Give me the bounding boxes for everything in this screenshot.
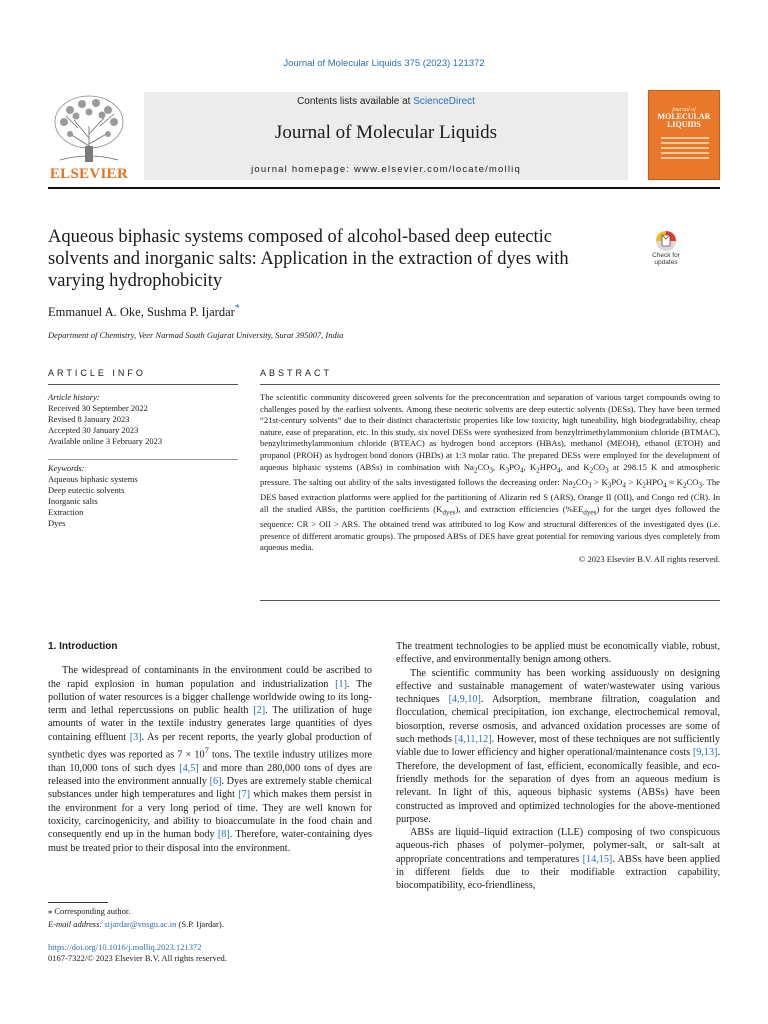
article-history	[48, 392, 238, 447]
abstract-body	[260, 392, 720, 565]
check-for-updates-badge[interactable]	[648, 230, 684, 270]
doi-link[interactable]: https://doi.org/10.1016/j.molliq.2023.121372	[48, 942, 202, 952]
crossmark-icon	[648, 230, 684, 254]
cover-title: MOLECULAR LIQUIDS	[657, 112, 711, 129]
journal-header-box	[144, 92, 628, 180]
intro-paragraph: ABSs are liquid–liquid extraction (LLE) composing of two conspicuous aqueous-rich phases of polymer–polymer, polymer-salt, or salt-salt at appropriate concentrations and temperatures [14,15]. ABSs have been applied in different fields due to their modifiable extraction capability, biocompatibility, eco-friendliness,	[396, 827, 721, 892]
history-online: Available online 3 February 2023	[48, 436, 163, 446]
sciencedirect-link[interactable]: ScienceDirect	[413, 96, 475, 107]
contents-prefix: Contents lists available at	[297, 96, 414, 107]
intro-paragraph: The scientific community has been working assiduously on designing effective and sustainable management of water/wastewater using various techniques [4,9,10]. Adsorption, membrane filtration, coagulation and flocculation, chemical precipitation, ion exchange, electrochemical removal, biosorption, reverse osmosis, and advanced oxidation processes are some of such methods [4,11,12]. However, most of these techniques are not sufficiently viable due to lower efficiency and higher operational/maintenance costs [9,13]. Therefore, the development of fast, efficient, economically feasible, and eco-friendly methods for the separation of dyes from an aqueous medium is relevant. In light of this, aqueous biphasic systems (ABSs) have been constructed as improved and optimized technologies for the above-mentioned purpose.	[396, 667, 721, 825]
history-revised: Revised 8 January 2023	[48, 414, 130, 424]
cover-subtitle: journal of	[672, 107, 696, 113]
keywords-label: Keywords:	[48, 463, 85, 473]
keyword-item: Inorganic salts	[48, 496, 98, 506]
reference-link[interactable]: [3]	[129, 731, 142, 743]
email-link[interactable]: sijardar@vnsgu.ac.in	[104, 919, 177, 929]
author-list	[48, 303, 240, 320]
abstract-copyright: © 2023 Elsevier B.V. All rights reserved.	[578, 553, 720, 564]
abstract-divider	[260, 384, 720, 385]
cover-decoration	[661, 137, 709, 162]
article-info-heading: ARTICLE INFO	[48, 368, 146, 378]
reference-link[interactable]: [14,15]	[582, 853, 613, 865]
intro-heading: 1. Introduction	[48, 641, 118, 652]
keyword-item: Deep eutectic solvents	[48, 485, 125, 495]
reference-link[interactable]: [4,9,10]	[448, 694, 481, 706]
history-received: Received 30 September 2022	[48, 403, 148, 413]
header-divider	[48, 187, 720, 189]
issn-line: 0167-7322/© 2023 Elsevier B.V. All rights reserved.	[48, 953, 227, 963]
email-suffix: (S.P. Ijardar).	[176, 919, 224, 929]
abstract-heading: ABSTRACT	[260, 368, 333, 378]
author-names: Emmanuel A. Oke, Sushma P. Ijardar	[48, 305, 235, 320]
keyword-item: Extraction	[48, 507, 84, 517]
reference-link[interactable]: [4,11,12]	[454, 734, 492, 746]
contents-line	[144, 96, 628, 107]
keyword-item: Dyes	[48, 518, 66, 528]
intro-paragraph: The widespread of contaminants in the environment could be ascribed to the rapid explosion in human population and industrialization [1]. The pollution of water resources is a bigger challenge worldwide owing to its long-term and lethal repercussions on public health [2]. The utilization of huge amounts of water in the textile industry generates large quantities of dyes containing effluent [3]. As per recent reports, the yearly global production of synthetic dyes was reported as $7 \times 10^7$ tons. The textile industry utilizes more than 10,000 tons of such dyes [4,5] and more than 280,000 tons of dyes are released into the environment annually [6]. Dyes are extremely stable chemical substances under high temperatures and light [7] which makes them persist in the environment for a very long period of time. They are well known for toxicity, carcinogenicity, and ability to bioaccumulate in the food chain and consequently end up in the human body [8]. Therefore, water-containing dyes must be treated prior to their disposal into the environment.	[48, 665, 372, 854]
journal-homepage[interactable]: journal homepage: www.elsevier.com/locate/molliq	[251, 164, 521, 175]
reference-link[interactable]: [9,13]	[692, 747, 718, 759]
corresponding-author-mark[interactable]: *	[234, 303, 240, 314]
keywords-divider	[48, 459, 238, 460]
crossmark-label: Check for updates	[652, 252, 680, 266]
keywords-block	[48, 463, 238, 529]
author-affiliation: Department of Chemistry, Veer Narmad South Gujarat University, Surat 395007, India	[48, 330, 344, 340]
journal-cover-thumbnail[interactable]	[648, 90, 720, 180]
footnote-divider	[48, 902, 108, 903]
intro-left-column	[48, 640, 372, 855]
article-info-divider	[48, 384, 238, 385]
journal-title: Journal of Molecular Liquids	[274, 122, 498, 143]
journal-header	[48, 90, 720, 186]
doi-block	[48, 942, 227, 964]
corresponding-author-note: ⁎ Corresponding author.	[48, 906, 131, 916]
reference-link[interactable]: [7]	[238, 789, 251, 801]
reference-link[interactable]: [6]	[209, 776, 222, 788]
history-label: Article history:	[48, 392, 100, 402]
publisher-name: ELSEVIER	[49, 166, 129, 182]
abstract-bottom-divider	[260, 600, 720, 601]
article-title: Aqueous biphasic systems composed of alcohol-based deep eutectic solvents and inorganic salts: Application in the extraction of dyes with varying hydrophobicity	[48, 227, 569, 291]
journal-citation[interactable]: Journal of Molecular Liquids 375 (2023) 121372	[283, 58, 485, 69]
reference-link[interactable]: [4,5]	[179, 762, 199, 774]
abstract-text: The scientific community discovered green solvents for the preconcentration and separation of various target compounds owing to challenges posed by the earliest solvents. Among these neoteric solvents are deep eutectic solvents (DESs). They have been termed “21st-century solvents” due to their distinct characteristic properties like low toxicity, high tuneability, high biodegradability, cheap nature, ease of preparation, etc. In this study, six novel DESs were synthesized from benzyltrimethylammonium chloride (BTMAC), benzyltrimethylammonium chloride (BTEAC) as hydrogen bond acceptors (HBAs), methanol (MEOH), ethanol (ETOH) and propanol (PROH) as hydrogen bond donors (HBDs) at 1:3 molar ratio. The prepared DESs were employed for the development of aqueous biphasic systems (ABSs) in combination with $Na_2CO_3$, $K_3PO_4$, $K_2HPO_4$, and $K_2CO_3$ at 298.15 K and atmospheric pressure. The salting out ability of the salts investigated follows the decreasing order: $Na_2CO_3 > K_3PO_4 > K_2HPO_4 \approx K_2CO_3$. The DES based extraction platforms were applied for the partitioning of Alizarin red S (ARS), Orange II (OII), and Congo red (CR). In all the studied ABSs, the partition coefficients $(K_{dyes})$, and extraction efficiencies $(\%EE_{dyes})$ for the target dyes followed the sequence: CR > OII > ARS. The obtained trend was attributed to log Kow and structural differences of the investigated dyes (i.e. presence of different aromatic groups). The proposed ABSs of DES have great potential for removing various dyes completely from aqueous media.	[260, 392, 720, 553]
history-accepted: Accepted 30 January 2023	[48, 425, 139, 435]
keyword-item: Aqueous biphasic systems	[48, 474, 138, 484]
email-note	[48, 919, 224, 930]
intro-right-column	[396, 640, 720, 893]
reference-link[interactable]: [1]	[335, 678, 348, 690]
intro-paragraph: The treatment technologies to be applied must be economically viable, robust, effective, and environmentally benign among others.	[396, 641, 720, 666]
reference-link[interactable]: [8]	[217, 829, 230, 841]
email-label: E-mail address:	[48, 919, 105, 929]
reference-link[interactable]: [2]	[253, 705, 266, 717]
